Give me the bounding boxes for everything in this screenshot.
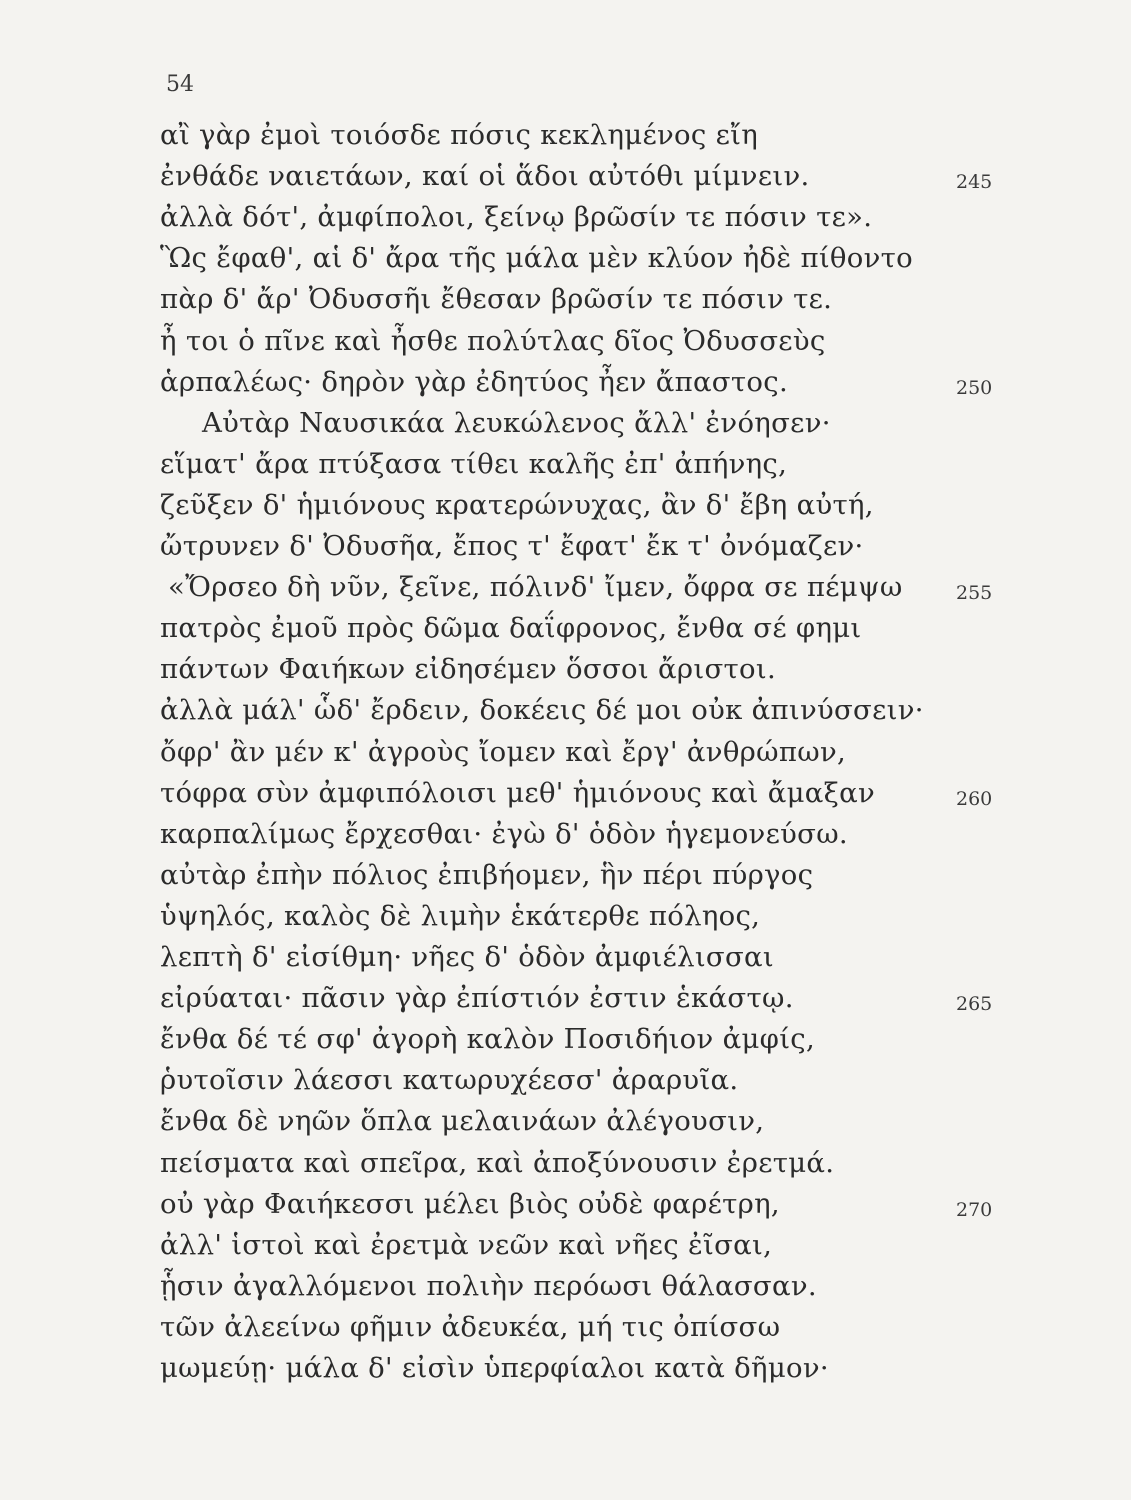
verse-line: ἀλλὰ μάλ' ὧδ' ἔρδειν, δοκέεις δέ μοι οὐκ ἀπινύσσειν· [160, 694, 924, 727]
verse-line: ἐνθάδε ναιετάων, καί οἱ ἅδοι αὐτόθι μίμνειν. [160, 160, 810, 193]
line-number: 265 [956, 993, 993, 1016]
verse-line: ἦ τοι ὁ πῖνε καὶ ἦσθε πολύτλας δῖος Ὀδυσσεὺς [160, 324, 826, 357]
line-number: 270 [956, 1198, 993, 1221]
verse-line: ἀλλ' ἱστοὶ καὶ ἐρετμὰ νεῶν καὶ νῆες ἐῖσαι, [160, 1228, 773, 1261]
line-number: 245 [956, 171, 993, 194]
verse-line: τόφρα σὺν ἀμφιπόλοισι μεθ' ἡμιόνους καὶ ἄμαξαν [160, 776, 875, 809]
verse-line: «Ὄρσεο δὴ νῦν, ξεῖνε, πόλινδ' ἴμεν, ὄφρα σε πέμψω [168, 571, 903, 604]
verse-line: ὑψηλός, καλὸς δὲ λιμὴν ἑκάτερθε πόληος, [160, 899, 761, 932]
verse-line: ζεῦξεν δ' ἡμιόνους κρατερώνυχας, ἂν δ' ἔβη αὐτή, [160, 488, 874, 521]
verse-line: πὰρ δ' ἄρ' Ὀδυσσῆι ἔθεσαν βρῶσίν τε πόσιν τε. [160, 283, 833, 316]
verse-line: μωμεύῃ· μάλα δ' εἰσὶν ὑπερφίαλοι κατὰ δῆμον· [160, 1352, 829, 1384]
verse-line: ἔνθα δέ τέ σφ' ἀγορὴ καλὸν Ποσιδήιον ἀμφίς, [160, 1023, 816, 1056]
verse-line: πατρὸς ἐμοῦ πρὸς δῶμα δαΐφρονος, ἔνθα σέ φημι [160, 612, 862, 645]
verse-line: λεπτὴ δ' εἰσίθμη· νῆες δ' ὁδὸν ἀμφιέλισσαι [160, 941, 775, 973]
verse-line: ὤτρυνεν δ' Ὀδυσῆα, ἔπος τ' ἔφατ' ἔκ τ' ὀνόμαζεν· [160, 530, 864, 562]
verse-line: οὐ γὰρ Φαιήκεσσι μέλει βιὸς οὐδὲ φαρέτρη, [160, 1187, 780, 1220]
verse-line: καρπαλίμως ἔρχεσθαι· ἐγὼ δ' ὁδὸν ἡγεμονεύσω. [160, 817, 848, 850]
line-number: 260 [956, 787, 993, 810]
line-number: 255 [956, 582, 993, 605]
line-number: 250 [956, 376, 993, 399]
verse-line: αἲ γὰρ ἐμοὶ τοιόσδε πόσις κεκλημένος εἴη [160, 119, 759, 151]
verse-line: ὄφρ' ἂν μέν κ' ἀγροὺς ἴομεν καὶ ἔργ' ἀνθρώπων, [160, 735, 847, 768]
verse-line: ῥυτοῖσιν λάεσσι κατωρυχέεσσ' ἀραρυῖα. [160, 1064, 739, 1097]
verse-line: εἵματ' ἄρα πτύξασα τίθει καλῆς ἐπ' ἀπήνης, [160, 447, 788, 480]
verse-line: ἀλλὰ δότ', ἀμφίπολοι, ξείνῳ βρῶσίν τε πόσιν τε». [160, 201, 873, 234]
verse-line: τῶν ἀλεείνω φῆμιν ἀδευκέα, μή τις ὀπίσσω [160, 1310, 781, 1343]
verse-line: ἔνθα δὲ νηῶν ὅπλα μελαινάων ἀλέγουσιν, [160, 1105, 765, 1138]
verse-line: ᾗσιν ἀγαλλόμενοι πολιὴν περόωσι θάλασσαν. [160, 1269, 817, 1302]
page-number: 54 [166, 72, 194, 97]
verse-line: Ὣς ἔφαθ', αἱ δ' ἄρα τῆς μάλα μὲν κλύον ἠδὲ πίθοντο [160, 242, 914, 275]
verse-line: εἰρύαται· πᾶσιν γὰρ ἐπίστιόν ἐστιν ἑκάστῳ. [160, 982, 794, 1015]
verse-line: πείσματα καὶ σπεῖρα, καὶ ἀποξύνουσιν ἐρετμά. [160, 1146, 835, 1179]
verse-line: ἁρπαλέως· δηρὸν γὰρ ἐδητύος ἦεν ἄπαστος. [160, 365, 788, 398]
verse-line: Αὐτὰρ Ναυσικάα λευκώλενος ἄλλ' ἐνόησεν· [202, 406, 831, 439]
verse-line: πάντων Φαιήκων εἰδησέμεν ὅσσοι ἄριστοι. [160, 653, 777, 686]
verse-line: αὐτὰρ ἐπὴν πόλιος ἐπιβήομεν, ἣν πέρι πύργος [160, 858, 814, 891]
